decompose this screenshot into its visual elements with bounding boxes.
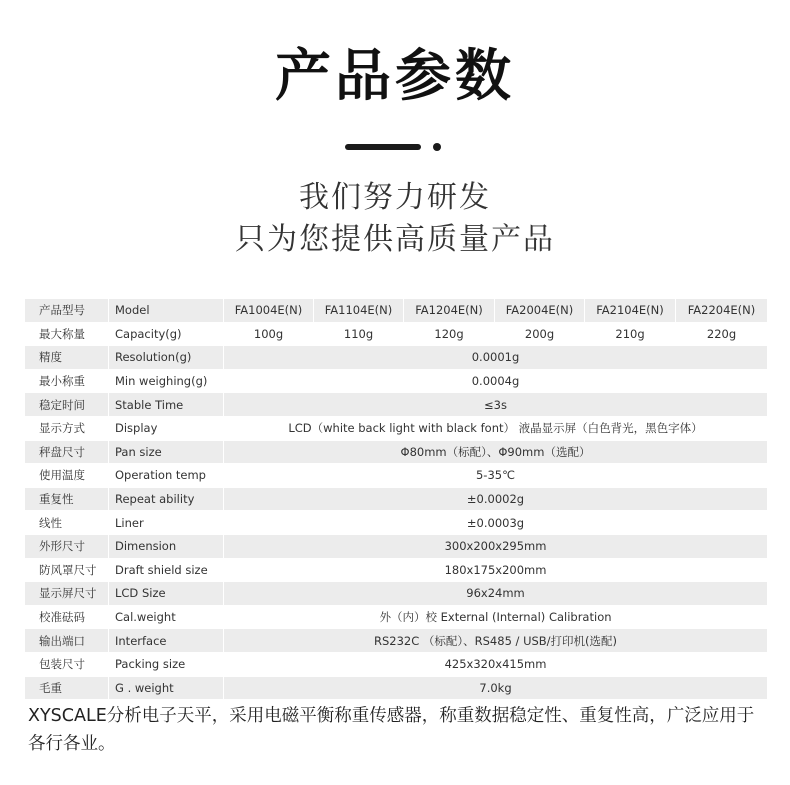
model-cell: FA2104E(N) — [585, 299, 676, 323]
row-label-en: Pan size — [109, 440, 224, 464]
table-row — [25, 393, 768, 417]
row-label-zh: 重复性 — [25, 487, 109, 511]
row-value: ±0.0002g — [224, 487, 768, 511]
row-label-zh: 防风罩尺寸 — [25, 558, 109, 582]
row-label-en: Liner — [109, 511, 224, 535]
spec-table — [24, 298, 768, 700]
row-label-en: Min weighing(g) — [109, 369, 224, 393]
row-label-en: Cal.weight — [109, 605, 224, 629]
capacity-cell: 200g — [495, 322, 585, 346]
row-label-en: Capacity(g) — [109, 322, 224, 346]
row-label-en: Dimension — [109, 534, 224, 558]
row-label-zh: 最小称重 — [25, 369, 109, 393]
row-value: Φ80mm（标配）、Φ90mm（选配） — [224, 440, 768, 464]
table-row — [25, 676, 768, 700]
row-label-zh: 精度 — [25, 346, 109, 370]
table-row — [25, 582, 768, 606]
row-label-en: Packing size — [109, 652, 224, 676]
row-value: 0.0004g — [224, 369, 768, 393]
table-row — [25, 416, 768, 440]
table-row — [25, 629, 768, 653]
capacity-cell: 110g — [314, 322, 404, 346]
row-value: ±0.0003g — [224, 511, 768, 535]
row-label-zh: 外形尺寸 — [25, 534, 109, 558]
row-label-en: Model — [109, 299, 224, 323]
row-value: LCD（white back light with black font） 液晶显示屏（白色背光，黑色字体） — [224, 416, 768, 440]
row-label-en: Draft shield size — [109, 558, 224, 582]
row-value: 180x175x200mm — [224, 558, 768, 582]
row-label-en: Repeat ability — [109, 487, 224, 511]
table-row — [25, 346, 768, 370]
model-cell: FA1004E(N) — [224, 299, 314, 323]
row-value: 0.0001g — [224, 346, 768, 370]
row-label-zh: 最大称量 — [25, 322, 109, 346]
row-label-en: Resolution(g) — [109, 346, 224, 370]
row-value: 96x24mm — [224, 582, 768, 606]
row-label-en: LCD Size — [109, 582, 224, 606]
row-label-zh: 使用温度 — [25, 464, 109, 488]
row-value: 5-35℃ — [224, 464, 768, 488]
model-cell: FA1204E(N) — [404, 299, 495, 323]
capacity-cell: 120g — [404, 322, 495, 346]
row-label-zh: 秤盘尺寸 — [25, 440, 109, 464]
table-row — [25, 558, 768, 582]
table-row-capacity — [25, 322, 768, 346]
page-title: 产品参数 — [275, 44, 515, 109]
table-row — [25, 369, 768, 393]
model-cell: FA1104E(N) — [314, 299, 404, 323]
row-value: 300x200x295mm — [224, 534, 768, 558]
row-label-zh: 产品型号 — [25, 299, 109, 323]
row-value: RS232C （标配）、RS485 / USB/打印机(选配) — [224, 629, 768, 653]
table-row — [25, 605, 768, 629]
row-label-en: Operation temp — [109, 464, 224, 488]
row-label-zh: 校准砝码 — [25, 605, 109, 629]
row-label-zh: 包装尺寸 — [25, 652, 109, 676]
model-cell: FA2004E(N) — [495, 299, 585, 323]
model-cell: FA2204E(N) — [676, 299, 768, 323]
table-row — [25, 440, 768, 464]
row-value: 425x320x415mm — [224, 652, 768, 676]
table-row — [25, 464, 768, 488]
table-row — [25, 511, 768, 535]
title-underline-dot — [433, 143, 441, 151]
subtitle-line-1: 我们努力研发 — [299, 180, 491, 215]
row-label-zh: 毛重 — [25, 676, 109, 700]
table-row — [25, 652, 768, 676]
row-label-en: Stable Time — [109, 393, 224, 417]
title-underline-dash — [345, 144, 421, 150]
row-label-en: Display — [109, 416, 224, 440]
row-label-zh: 线性 — [25, 511, 109, 535]
row-value: 7.0kg — [224, 676, 768, 700]
row-label-zh: 输出端口 — [25, 629, 109, 653]
table-row — [25, 534, 768, 558]
capacity-cell: 210g — [585, 322, 676, 346]
subtitle-line-2: 只为您提供高质量产品 — [235, 222, 555, 257]
row-value: ≤3s — [224, 393, 768, 417]
row-label-en: Interface — [109, 629, 224, 653]
capacity-cell: 220g — [676, 322, 768, 346]
table-row-model — [25, 299, 768, 323]
row-label-zh: 显示方式 — [25, 416, 109, 440]
footer-description: XYSCALE分析电子天平，采用电磁平衡称重传感器，称重数据稳定性、重复性高，广泛应用于各行各业。 — [28, 706, 755, 754]
table-row — [25, 487, 768, 511]
capacity-cell: 100g — [224, 322, 314, 346]
row-label-zh: 稳定时间 — [25, 393, 109, 417]
row-label-en: G . weight — [109, 676, 224, 700]
row-label-zh: 显示屏尺寸 — [25, 582, 109, 606]
row-value: 外（内）校 External (Internal) Calibration — [224, 605, 768, 629]
